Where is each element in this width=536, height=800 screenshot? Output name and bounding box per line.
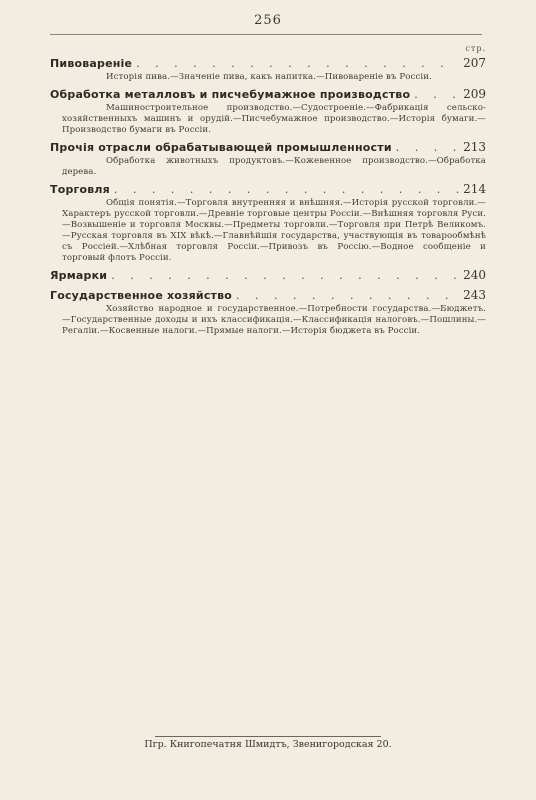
table-of-contents bbox=[50, 56, 486, 341]
toc-entry-heading bbox=[50, 182, 486, 198]
dot-leader bbox=[136, 57, 459, 70]
header-rule bbox=[50, 34, 482, 35]
dot-leader bbox=[414, 88, 459, 101]
printer-imprint: Пгр. Книгопечатня Шмидтъ, Звенигородская 20. bbox=[144, 739, 392, 750]
footer-rule bbox=[155, 736, 381, 737]
toc-entry-page: 243 bbox=[463, 288, 486, 302]
toc-entry-title: Государственное хозяйство bbox=[50, 289, 233, 302]
toc-entry bbox=[50, 140, 486, 178]
toc-entry-title: Торговля bbox=[50, 183, 110, 196]
toc-entry bbox=[50, 268, 486, 284]
dot-leader bbox=[396, 141, 459, 154]
toc-entry-page: 214 bbox=[463, 182, 486, 196]
dot-leader bbox=[236, 289, 459, 302]
toc-entry bbox=[50, 288, 486, 337]
toc-entry-title: Обработка металловъ и писчебумажное производство bbox=[50, 88, 411, 101]
toc-entry-heading bbox=[50, 268, 486, 284]
toc-entry bbox=[50, 87, 486, 136]
toc-entry-description: Общія понятія.—Торговля внутренняя и внѣшняя.—Исторія русской торговли.—Характеръ русской торговли.—Древніе торговые центры Россіи.—Внѣшняя торговля Руси.—Возвышеніе и торговля Москвы.—Предметы торговли.—Торговля при Петрѣ Великомъ.—Русская торговля въ XIX вѣкѣ.—Главнѣйшія государства, участвующія въ товарообмѣнѣ съ Россіей.—Хлѣбная торговля Россіи.—Привозъ въ Россію.—Водное сообщеніе и торговый флотъ Россіи. bbox=[62, 198, 486, 263]
toc-entry-title: Ярмарки bbox=[50, 269, 108, 282]
toc-entry-title: Пивовареніе bbox=[50, 57, 133, 70]
toc-entry-page: 213 bbox=[463, 140, 486, 154]
page-number: 256 bbox=[254, 13, 282, 28]
toc-entry-heading bbox=[50, 56, 486, 72]
toc-entry bbox=[50, 182, 486, 264]
toc-entry-description: Исторія пива.—Значеніе пива, какъ напитка.—Пивовареніе въ Россіи. bbox=[106, 72, 432, 82]
toc-entry-description: Хозяйство народное и государственное.—Потребности государства.—Бюджетъ.—Государственные доходы и ихъ классификація.—Классификація налоговъ.—Пошлины.—Регаліи.—Косвенные налоги.—Прямые налоги.—Исторія бюджета въ Россіи. bbox=[62, 304, 486, 336]
toc-entry-page: 207 bbox=[463, 56, 486, 70]
toc-entry-heading bbox=[50, 140, 486, 156]
toc-entry-page: 209 bbox=[463, 87, 486, 101]
toc-entry-page: 240 bbox=[463, 268, 486, 282]
toc-entry-heading bbox=[50, 288, 486, 304]
page-column-header: стр. bbox=[465, 44, 486, 53]
toc-entry-title: Прочія отрасли обрабатывающей промышленности bbox=[50, 141, 392, 154]
dot-leader bbox=[114, 183, 459, 196]
dot-leader bbox=[111, 269, 459, 282]
toc-entry bbox=[50, 56, 486, 83]
toc-entry-description: Обработка животныхъ продуктовъ.—Кожевенное производство.—Обработка дерева. bbox=[62, 156, 486, 177]
toc-entry-heading bbox=[50, 87, 486, 103]
toc-entry-description: Машиностроительное производство.—Судостроеніе.—Фабрикація сельско-хозяйственныхъ машинъ и орудій.—Писчебумажное производство.—Исторія бумаги.—Производство бумаги въ Россіи. bbox=[62, 103, 486, 135]
